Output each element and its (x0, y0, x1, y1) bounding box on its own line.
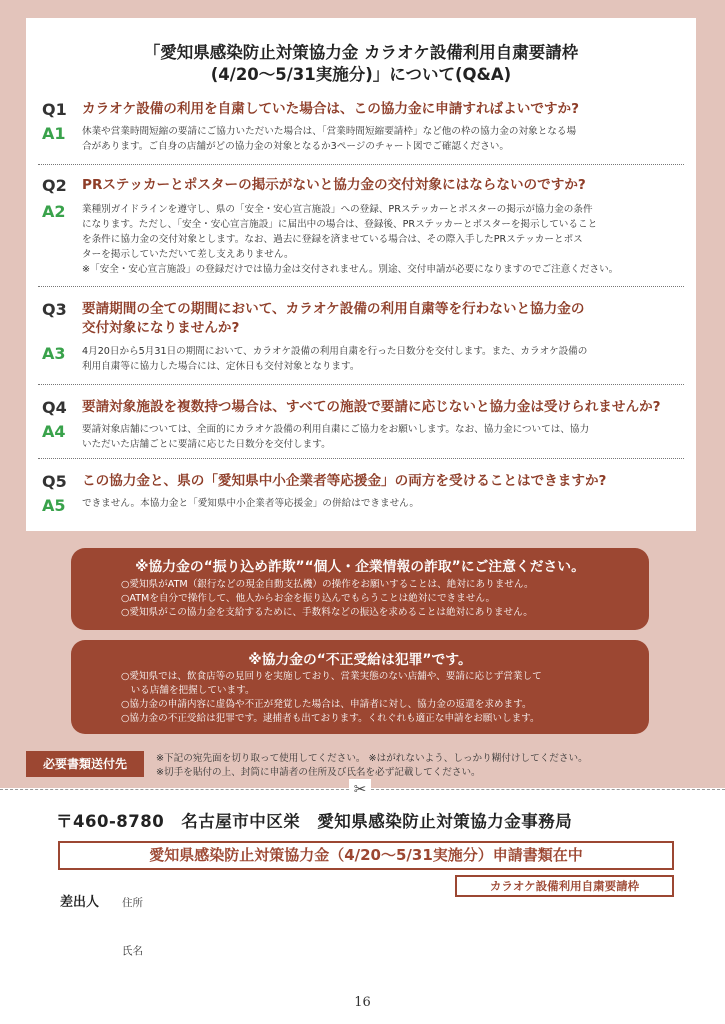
divider (38, 164, 684, 165)
answer-label: A5 (42, 496, 66, 515)
crime-warning-title: ※協力金の“不正受給は犯罪”です。 (248, 652, 472, 668)
page-number: 16 (354, 995, 371, 1010)
mail-note: ※切手を貼付の上、封筒に申請者の住所及び氏名を必ず記載してください。 (156, 767, 481, 778)
fraud-warning-line: ○愛知県がこの協力金を支給するために、手数料などの振込を求めることは絶対にありません。 (121, 607, 533, 618)
qa-panel (26, 18, 696, 531)
answer-text: 休業や営業時間短縮の要請にご協力いただいた場合は、「営業時間短縮要請枠」など他の枠の協力金の対象となる場 合があります。ご自身の店舗がどの協力金の対象となるか3ページのチャート図でご確認ください。 (82, 126, 577, 152)
question-label: Q3 (42, 300, 67, 319)
address-label: 住所 (122, 897, 143, 909)
fraud-warning-line: ○ATMを自分で操作して、他人からお金を振り込んでもらうことは絶対にできません。 (121, 593, 496, 604)
answer-label: A4 (42, 422, 66, 441)
name-label: 氏名 (122, 945, 143, 957)
crime-warning-line: いる店舗を把握しています。 (121, 685, 255, 696)
page-title-line2: (4/20～5/31実施分)」について(Q&A) (210, 65, 512, 84)
question-label: Q2 (42, 176, 67, 195)
question-label: Q5 (42, 472, 67, 491)
answer-label: A1 (42, 124, 66, 143)
answer-text: 要請対象店舗については、全面的にカラオケ設備の利用自粛にご協力をお願いします。なお、協力金については、協力 いただいた店舗ごとに要請に応じた日数分を交付します。 (82, 424, 590, 450)
enclosure-box: 愛知県感染防止対策協力金（4/20～5/31実施分）申請書類在中 (58, 841, 674, 870)
question-label: Q4 (42, 398, 67, 417)
crime-warning-line: ○協力金の不正受給は犯罪です。逮捕者も出ております。くれぐれも適正な申請をお願いします。 (121, 713, 540, 724)
answer-text: できません。本協力金と「愛知県中小企業者等応援金」の併給はできません。 (82, 498, 419, 509)
sender-label: 差出人 (60, 895, 100, 910)
question-text: カラオケ設備の利用を自粛していた場合は、この協力金に申請すればよいですか? (82, 101, 579, 117)
fraud-warning-line: ○愛知県がATM（銀行などの現金自動支払機）の操作をお願いすることは、絶対にありません。 (121, 579, 534, 590)
answer-label: A2 (42, 202, 66, 221)
scissors-icon: ✂ (349, 779, 371, 799)
fraud-crime-warning-box (71, 640, 649, 734)
fraud-warning-title: ※協力金の“振り込め詐欺”“個人・企業情報の詐取”にご注意ください。 (135, 559, 585, 575)
question-text: 要請期間の全ての期間において、カラオケ設備の利用自粛等を行わないと協力金の 交付対象になりませんか? (82, 301, 585, 336)
answer-label: A3 (42, 344, 66, 363)
question-text: PRステッカーとポスターの掲示がないと協力金の交付対象にはならないのですか? (82, 177, 586, 193)
page-title-line1: 「愛知県感染防止対策協力金 カラオケ設備利用自粛要請枠 (143, 43, 579, 62)
answer-text: 業種別ガイドラインを遵守し、県の「安全・安心宣言施設」への登録、PRステッカーとポスターの掲示が協力金の条件 になります。ただし、「安全・安心宣言施設」に届出中の場合は、登録後、PRステッカーとポスターを掲示していること を条件に協力金の交付対象とします。なお、過去に登録を済ませている場合は、その際入手したPRステッカーとポス ターを掲示していただいて差し支えありません。 ※「安全・安心宣言施設」の登録だけでは協力金は交付されません。別途、交付申請が必要になりますのでご注意ください。 (82, 204, 619, 275)
recipient-address: 〒460-8780 名古屋市中区栄 愛知県感染防止対策協力金事務局 (56, 812, 573, 831)
question-text: この協力金と、県の「愛知県中小企業者等応援金」の両方を受けることはできますか? (82, 473, 607, 489)
enclosure-sub-box: カラオケ設備利用自粛要請枠 (455, 875, 674, 897)
question-text: 要請対象施設を複数持つ場合は、すべての施設で要請に応じないと協力金は受けられませんか? (82, 399, 661, 415)
divider (38, 458, 684, 459)
question-label: Q1 (42, 100, 67, 119)
mail-note: ※下記の宛先面を切り取って使用してください。 ※はがれないよう、しっかり糊付けしてください。 (156, 753, 588, 764)
divider (38, 286, 684, 287)
crime-warning-line: ○愛知県では、飲食店等の見回りを実施しており、営業実態のない店舗や、要請に応じず営業して (121, 671, 542, 682)
mail-destination-tag: 必要書類送付先 (26, 751, 144, 777)
crime-warning-line: ○協力金の申請内容に虚偽や不正が発覚した場合は、申請者に対し、協力金の返還を求めます。 (121, 699, 532, 710)
fraud-warning-box (71, 548, 649, 630)
divider (38, 384, 684, 385)
answer-text: 4月20日から5月31日の期間において、カラオケ設備の利用自粛を行った日数分を交付します。また、カラオケ設備の 利用自粛等に協力した場合には、定休日も交付対象となります。 (82, 346, 588, 372)
